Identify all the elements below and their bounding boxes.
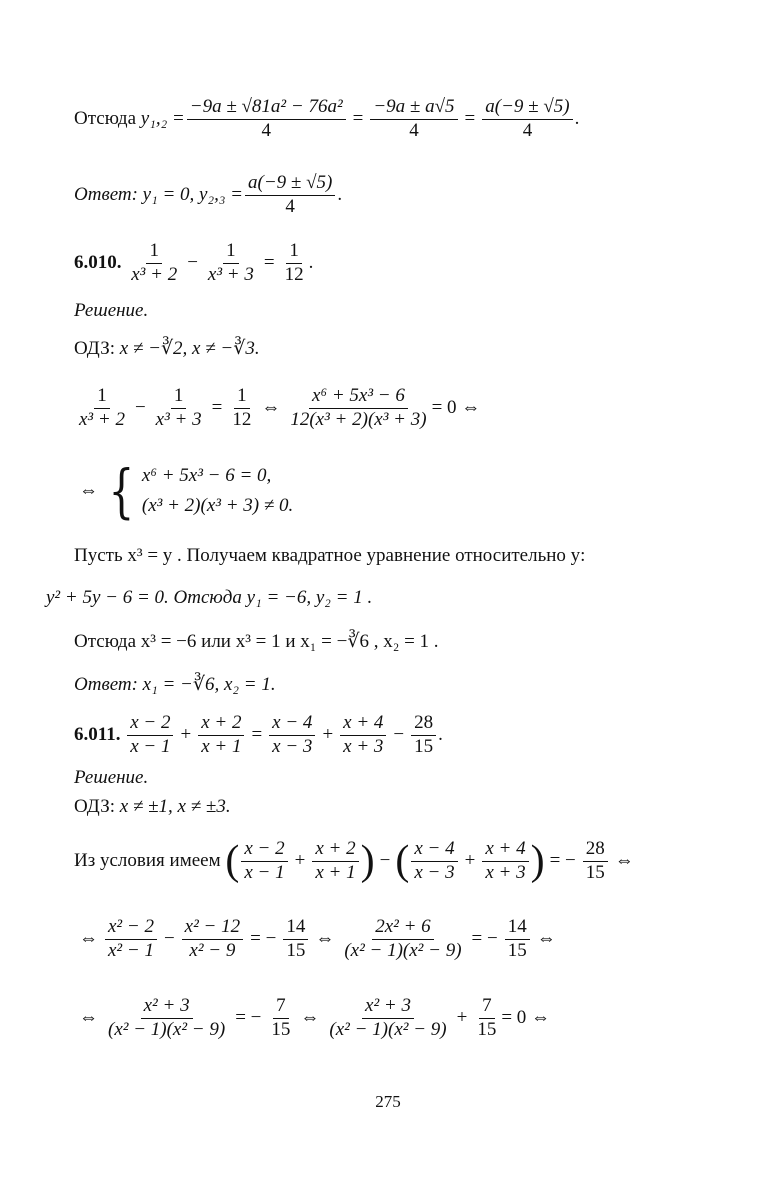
equation-line: $\frac{1}{\text{x³ + 2}}$ − $\frac{1}{\text{x³ + 3}}$ = $\frac{1}{12}$ ⇔ $\frac{\text{x⁶ + 5x³ − 6}}{\text{12(x³ + 2)(x³ + 3)}}$ = 0 ⇔ [79,385,481,430]
problem-number: 6.010. [74,252,122,274]
odz-line [74,796,231,818]
fraction: $\frac{-9a \pm a√5}{4}$ [370,96,457,143]
fraction: $\frac{\text{−9a ± √81a² − 76a²}}{4}$ [187,96,346,143]
step-line: ⇔ $\frac{\text{x² + 3}}{\text{(x² − 1)(x² − 9)}}$ = − $\frac{7}{15}$ ⇔ $\frac{\text{x² + 3}}{\text{(x² − 1)(x² − 9)}}$ + $\frac{7}{15}$ = 0 ⇔ [79,995,551,1040]
odz-label: ОДЗ: [74,796,116,817]
substitution-text: Пусть x³ = y . Получаем квадратное уравнение относительно y: [74,545,586,566]
system-line: ⇔ { x⁶ + 5x³ − 6 = 0, (x³ + 2)(x³ + 3) ≠ 0. [79,457,294,525]
fraction: $\frac{a(-9 \pm √5)}{4}$ [482,96,572,143]
derivation-line: Отсюда y₁,₂ = $\frac{\text{−9a ± √81a² − 76a²}}{4}$ = $\frac{-9a \pm a√5}{4}$ = $\frac{a(-9 \pm √5)}{4}$ . [74,96,580,141]
odz-label: ОДЗ: [74,337,116,359]
answer-line [74,673,276,696]
quadratic-text: y² + 5y − 6 = 0. Отсюда y₁ = −6, y₂ = 1 . [46,587,373,608]
answer-label: Ответ: [74,184,138,206]
page-number: 275 [375,1092,401,1111]
fraction: $\frac{a(-9 \pm √5)}{4}$ [245,172,335,219]
problem-number: 6.011. [74,724,121,746]
problem-statement: 6.011. $\frac{x - 2}{x - 1}$ + $\frac{x + 2}{x + 1}$ = $\frac{x - 4}{x - 3}$ + $\frac{x + 4}{x + 3}$ − $\frac{28}{15}$ . [74,712,443,757]
answer-label: Ответ: [74,673,138,695]
condition-prefix: Из условия имеем [74,850,221,872]
step-line: ⇔ $\frac{\text{x² − 2}}{\text{x² − 1}}$ − $\frac{\text{x² − 12}}{\text{x² − 9}}$ = − $\frac{14}{15}$ ⇔ $\frac{\text{2x² + 6}}{\text{(x² − 1)(x² − 9)}}$ = − $\frac{14}{15}$ ⇔ [79,916,556,961]
prefix-text: Отсюда [74,108,137,130]
solution-label: Решение. [74,300,149,321]
odz-line [74,337,260,360]
answer-line: Ответ: y₁ = 0, y₂,₃ = $\frac{a(-9 \pm √5)}{4}$ . [74,172,343,217]
answer-text: x₁ = −∛6, x₂ = 1. [142,674,276,695]
odz-text: x ≠ ±1, x ≠ ±3. [119,796,231,817]
problem-statement: 6.010. $\frac{1}{\text{x³ + 2}}$ − $\frac{1}{\text{x³ + 3}}$ = $\frac{1}{12}$ . [74,240,314,285]
roots-text: Отсюда x³ = −6 или x³ = 1 и x₁ = −∛6 , x₂ = 1 . [74,631,439,652]
equation-system: { x⁶ + 5x³ − 6 = 0, (x³ + 2)(x³ + 3) ≠ 0. [108,457,294,525]
solution-label: Решение. [74,767,149,788]
odz-text: x ≠ −∛2, x ≠ −∛3. [119,338,260,359]
lhs: y₁,₂ = [140,108,185,130]
condition-line: Из условия имеем ( $\frac{x - 2}{x - 1}$ + $\frac{x + 2}{x + 1}$ ) − ( $\frac{x - 4}{x - 3}$ + $\frac{x + 4}{x + 3}$ ) = − $\frac{28}{15}$ ⇔ [74,838,634,885]
answer-text: y₁ = 0, y₂,₃ = [142,184,243,206]
